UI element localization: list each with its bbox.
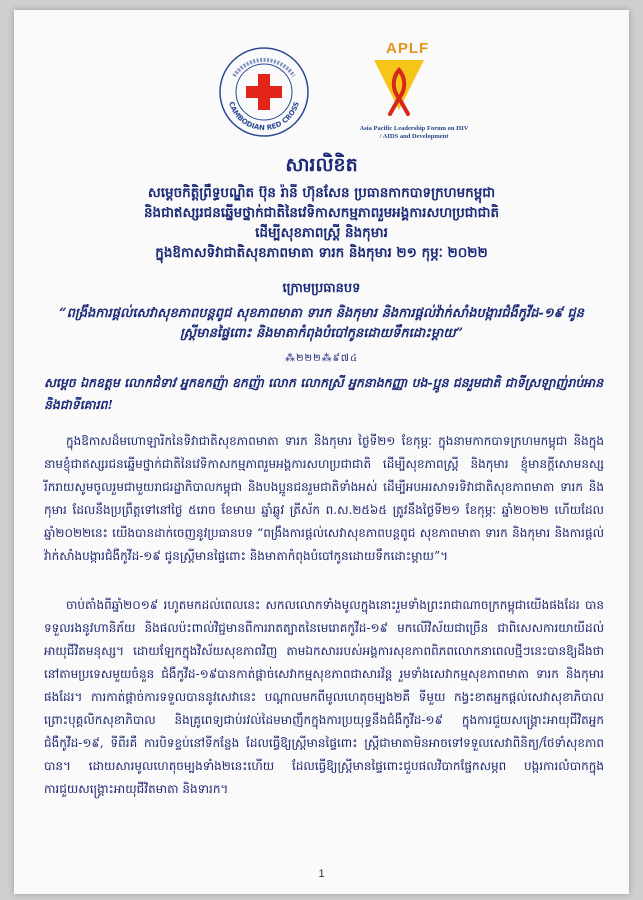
document-page bbox=[14, 10, 629, 894]
cambodian-red-cross-logo bbox=[214, 42, 314, 142]
aplf-full-name: Asia Pacific Leadership Forum on HIV / AIDS and Development bbox=[359, 125, 469, 140]
title-line: ក្នុងឱកាសទិវាជាតិសុខភាពមាតា ទារក និងកុមារ ២១ កុម្ភៈ ២០២២ bbox=[155, 245, 488, 261]
ornament-code: ⁂២២២⁂៩៧៤ bbox=[284, 353, 359, 364]
title-block bbox=[44, 183, 599, 263]
subject-text: “ពង្រឹងការផ្តល់សេវាសុខភាពបន្តពូជ សុខភាពមាតា ទារក និងកុមារ និងការផ្តល់វ៉ាក់សាំងបង្ការជំងឺកូវីដ-១៩ ជូនស្ត្រីមានផ្ទៃពោះ និងមាតាកំពុងបំបៅកូនដោយទឹកដោះម្តាយ” bbox=[59, 306, 584, 341]
document-title: សារលិខិត bbox=[285, 154, 358, 176]
title-line: និងជាឥស្សរជនឆ្នើមថ្នាក់ជាតិនៃវេទិកាសកម្មភាពរួមអង្គការសហប្រជាជាតិ bbox=[143, 205, 500, 221]
title-line: ដើម្បីសុខភាពស្ត្រី និងកុមារ bbox=[255, 225, 388, 241]
red-cross-arc-text: CAMBODIAN RED CROSS bbox=[227, 100, 301, 133]
body-paragraph-1: ក្នុងឱកាសដ៏មហោឡារិកនៃទិវាជាតិសុខភាពមាតា ទារក និងកុមារ ថ្ងៃទី២១ ខែកុម្ភៈ ក្នុងនាមកាកបាទក្រហមកម្ពុជា និងក្នុងនាមខ្ញុំជាឥស្សរជនឆ្នើមថ្នាក់ជាតិនៃវេទិកាសកម្មភាពរួមអង្គការសហប្រជាជាតិ ដើម្បីសុខភាពស្ត្រី និងកុមារ ខ្ញុំមានក្តីសោមនស្សរីករាយសូមចូលរួមជាមួយរាជរដ្ឋាភិបាលកម្ពុជា និងបងប្អូនជនរួមជាតិទាំងអស់ ដើម្បីអបអរសាទរទិវាជាតិសុខភាពមាតា ទារក និងកុមារ ដែលនឹងប្រព្រឹត្តទៅនៅថ្ងៃ ៥រោច ខែមាឃ ឆ្នាំឆ្លូវ ត្រីស័ក ព.ស.២៥៦៥ ត្រូវនឹងថ្ងៃទី២១ ខែកុម្ភៈ ឆ្នាំ២០២២ ហើយដែលឆ្នាំ២០២២នេះ យើងបានដាក់ចេញនូវប្រធានបទ “ពង្រឹងការផ្តល់សេវាសុខភាពបន្តពូជ សុខភាពមាតា ទារក និងកុមារ និងការផ្តល់វ៉ាក់សាំងបង្ការជំងឺកូវីដ-១៩ ជូនស្ត្រីមានផ្ទៃពោះ និងមាតាកំពុងបំបៅកូនដោយទឹកដោះម្តាយ”។ bbox=[44, 434, 604, 563]
greeting: សម្តេច ឯកឧត្តម លោកជំទាវ អ្នកឧកញ៉ា ឧកញ៉ា លោក លោកស្រី អ្នកនាងកញ្ញា បង-ប្អូន ជនរួមជាតិ ជាទីស្រឡាញ់រាប់អាន និងជាទីគោរព! bbox=[44, 375, 604, 412]
subject-label: ក្រោមប្រធានបទ bbox=[282, 281, 361, 296]
logo-header bbox=[14, 40, 629, 150]
aplf-acronym: APLF bbox=[386, 40, 430, 57]
body-paragraph-2: ចាប់តាំងពីឆ្នាំ២០១៩ រហូតមកដល់ពេលនេះ សកលលោកទាំងមូលក្នុងនោះរួមទាំងព្រះរាជាណាចក្រកម្ពុជាយើងផងដែរ បានទទួលរងនូវហានិភ័យ និងផលប៉ះពាល់វិជ្ជមានពីការរាតត្បាតនៃមេរោគកូវីដ-១៩ មកលើវិស័យជាច្រើន ជាពិសេសការយាយីដល់អាយុជីវិតមនុស្ស។ ដោយឡែកក្នុងវិស័យសុខភាពវិញ តាមឯកសាររបស់អង្គការសុខភាពពិភពលោកនាពេលថ្មីៗនេះបានឱ្យដឹងថា នៅតាមប្រទេសមួយចំនួន ជំងឺកូវីដ-១៩បានកាត់ផ្តាច់សេវាកម្មសុខភាពជាសារវ័ន្ត រួមទាំងសេវាកម្មសុខភាពមាតា ទារក និងកុមារផងដែរ។ ការកាត់ផ្តាច់ការទទួលបាននូវសេវានេះ បណ្តាលមកពីមូលហេតុចម្បង២គឺ ទីមួយ កង្វះខាតអ្នកផ្តល់សេវាសុខាភិបាល ព្រោះបុគ្គលិកសុខាភិបាល និងគ្រូពេទ្យជាប់រវល់ដៃមមាញឹកក្នុងការប្រយុទ្ធនឹងជំងឺកូវីដ-១៩ ក្នុងការជួយសង្គ្រោះអាយុជីវិតអ្នកជំងឺកូវីដ-១៩, ទីពីរគឺ ការបិទខ្ទប់នៅទីកន្លែង ដែលធ្វើឱ្យស្ត្រីមានផ្ទៃពោះ ស្ត្រីជាមាតាមិនអាចទៅទទួលសេវាពិនិត្យ/ថែទាំសុខភាពបាន។ ដោយសារមូលហេតុចម្បងទាំង២នេះហើយ ដែលធ្វើឱ្យស្ត្រីមានផ្ទៃពោះជួបផលវិបាកផ្នែកសម្ភព បង្ករការលំបាកក្នុងការជួយសង្គ្រោះអាយុជីវិតមាតា និងទារក។ bbox=[44, 598, 604, 796]
page-number: 1 bbox=[318, 868, 325, 880]
title-line: សម្តេចកិត្តិព្រឹទ្ធបណ្ឌិត ប៊ុន រ៉ានី ហ៊ុនសែន ប្រធានកាកបាទក្រហមកម្ពុជា bbox=[147, 185, 496, 201]
